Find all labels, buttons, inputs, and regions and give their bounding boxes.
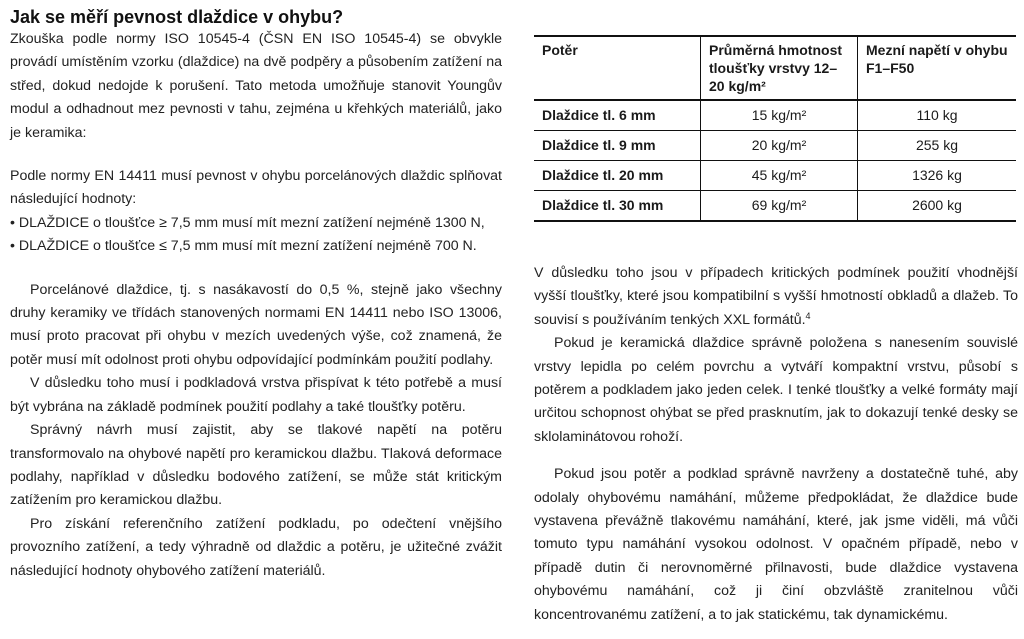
flexural-load-table	[534, 35, 1016, 222]
right-paragraph-3: Pokud jsou potěr a podklad správně navrženy a dostatečně tuhé, aby odolaly ohybovému namáhání, můžeme předpokládat, že dlaždice bude vystavena převážně tlakovému namáhání, které, jak jsme viděli, má vůči tomuto typu namáhání vysokou odolnost. V opačném případě, nebo v případě dutin či nerovnoměrné přilnavosti, bude dlaždice vystavena ohybovému namáhání, což ji činí obzvláště zranitelnou vůči koncentrovanému zatížení, a to jak statickému, tak dynamickému.	[534, 466, 1018, 623]
section-title: Jak se měří pevnost dlaždice v ohybu?	[10, 7, 344, 27]
body-paragraph-3: Správný návrh musí zajistit, aby se tlakové napětí na potěru transformovalo na ohybové napětí pro keramickou dlažbu. Tlaková deformace podlahy, například v důsledku bodového zatížení, se může stát kritickým zatížením pro keramickou dlažbu.	[10, 422, 502, 509]
footnote-marker: 4	[805, 310, 811, 321]
header-screed: Potěr	[542, 42, 578, 58]
table-row	[534, 161, 1016, 191]
table-header-row	[534, 36, 1016, 100]
body-paragraph-4: Pro získání referenčního zatížení podkladu, po odečtení vnějšího provozního zatížení, a tedy výhradně od dlaždic a potěru, je užitečné zvážit následující hodnoty ohybového zatížení materiálů.	[10, 515, 502, 579]
header-avg-mass: Průměrná hmotnost tloušťky vrstvy 12–20 kg/m²	[701, 36, 858, 100]
row-label: Dlaždice tl. 30 mm	[542, 197, 664, 213]
right-paragraph-1	[534, 262, 1018, 332]
table-row	[534, 191, 1016, 222]
row-label: Dlaždice tl. 9 mm	[542, 137, 656, 153]
intro-paragraph: Zkouška podle normy ISO 10545-4 (ČSN EN ISO 10545-4) se obvykle provádí umístěním vzorku (dlaždice) na dvě podpěry a působením zatížení na střed, dokud nedojde k porušení. Tato metoda umožňuje stanovit Youngův modul a odhadnout mez pevnosti v tahu, zejména u křehkých materiálů, jako je keramika:	[10, 31, 502, 141]
right-paragraph-2: Pokud je keramická dlaždice správně položena s nanesením souvislé vrstvy lepidla po celém povrchu a vytváří kompaktní vrstvu, působí s potěrem a podkladem jako jeden celek. I tenké tloušťky a velké formáty mají určitou schopnost ohýbat se před prasknutím, jak to dokazují tenké desky se sklolaminátovou rohoží.	[534, 335, 1018, 445]
norm-bullet-list	[10, 212, 502, 259]
row-mass: 15 kg/m²	[701, 100, 858, 131]
bullet-item: • DLAŽDICE o tloušťce ≥ 7,5 mm musí mít mezní zatížení nejméně 1300 N,	[10, 212, 502, 235]
bullet-item: • DLAŽDICE o tloušťce ≤ 7,5 mm musí mít mezní zatížení nejméně 700 N.	[10, 235, 502, 258]
row-mass: 69 kg/m²	[701, 191, 858, 222]
right-text-block	[534, 262, 1018, 627]
row-label: Dlaždice tl. 20 mm	[542, 167, 664, 183]
row-mass: 45 kg/m²	[701, 161, 858, 191]
table-row	[534, 131, 1016, 161]
body-paragraph-1: Porcelánové dlaždice, tj. s nasákavostí do 0,5 %, stejně jako všechny druhy keramiky ve třídách stanovených normami EN 14411 nebo ISO 13006, musí proto pracovat při ohybu v mezích uvedených výše, což znamená, že potěr musí mít odolnost proti ohybu odpovídající podmínkám použití podlahy.	[10, 281, 502, 368]
row-limit: 255 kg	[915, 137, 959, 153]
header-limit-stress: Mezní napětí v ohybu F1–F50	[866, 42, 1008, 76]
row-mass: 20 kg/m²	[701, 131, 858, 161]
table-row	[534, 100, 1016, 131]
row-limit: 110 kg	[916, 107, 958, 123]
left-column	[10, 0, 502, 583]
row-label: Dlaždice tl. 6 mm	[542, 107, 656, 123]
row-limit: 2600 kg	[912, 197, 962, 213]
body-paragraph-2: V důsledku toho musí i podkladová vrstva přispívat k této potřebě a musí být vybrána na základě podmínek použití podlahy a také tloušťky potěru.	[10, 375, 502, 415]
norm-intro-paragraph: Podle normy EN 14411 musí pevnost v ohybu porcelánových dlaždic splňovat následující hodnoty:	[10, 168, 502, 208]
right-paragraph-1-text: V důsledku toho jsou v případech kritických podmínek použití vhodnější vyšší tloušťky, které jsou kompatibilní s vyšší hmotností obkladů a dlažeb. To souvisí s používáním tenkých XXL formátů.	[534, 265, 1018, 328]
row-limit: 1326 kg	[912, 167, 962, 183]
